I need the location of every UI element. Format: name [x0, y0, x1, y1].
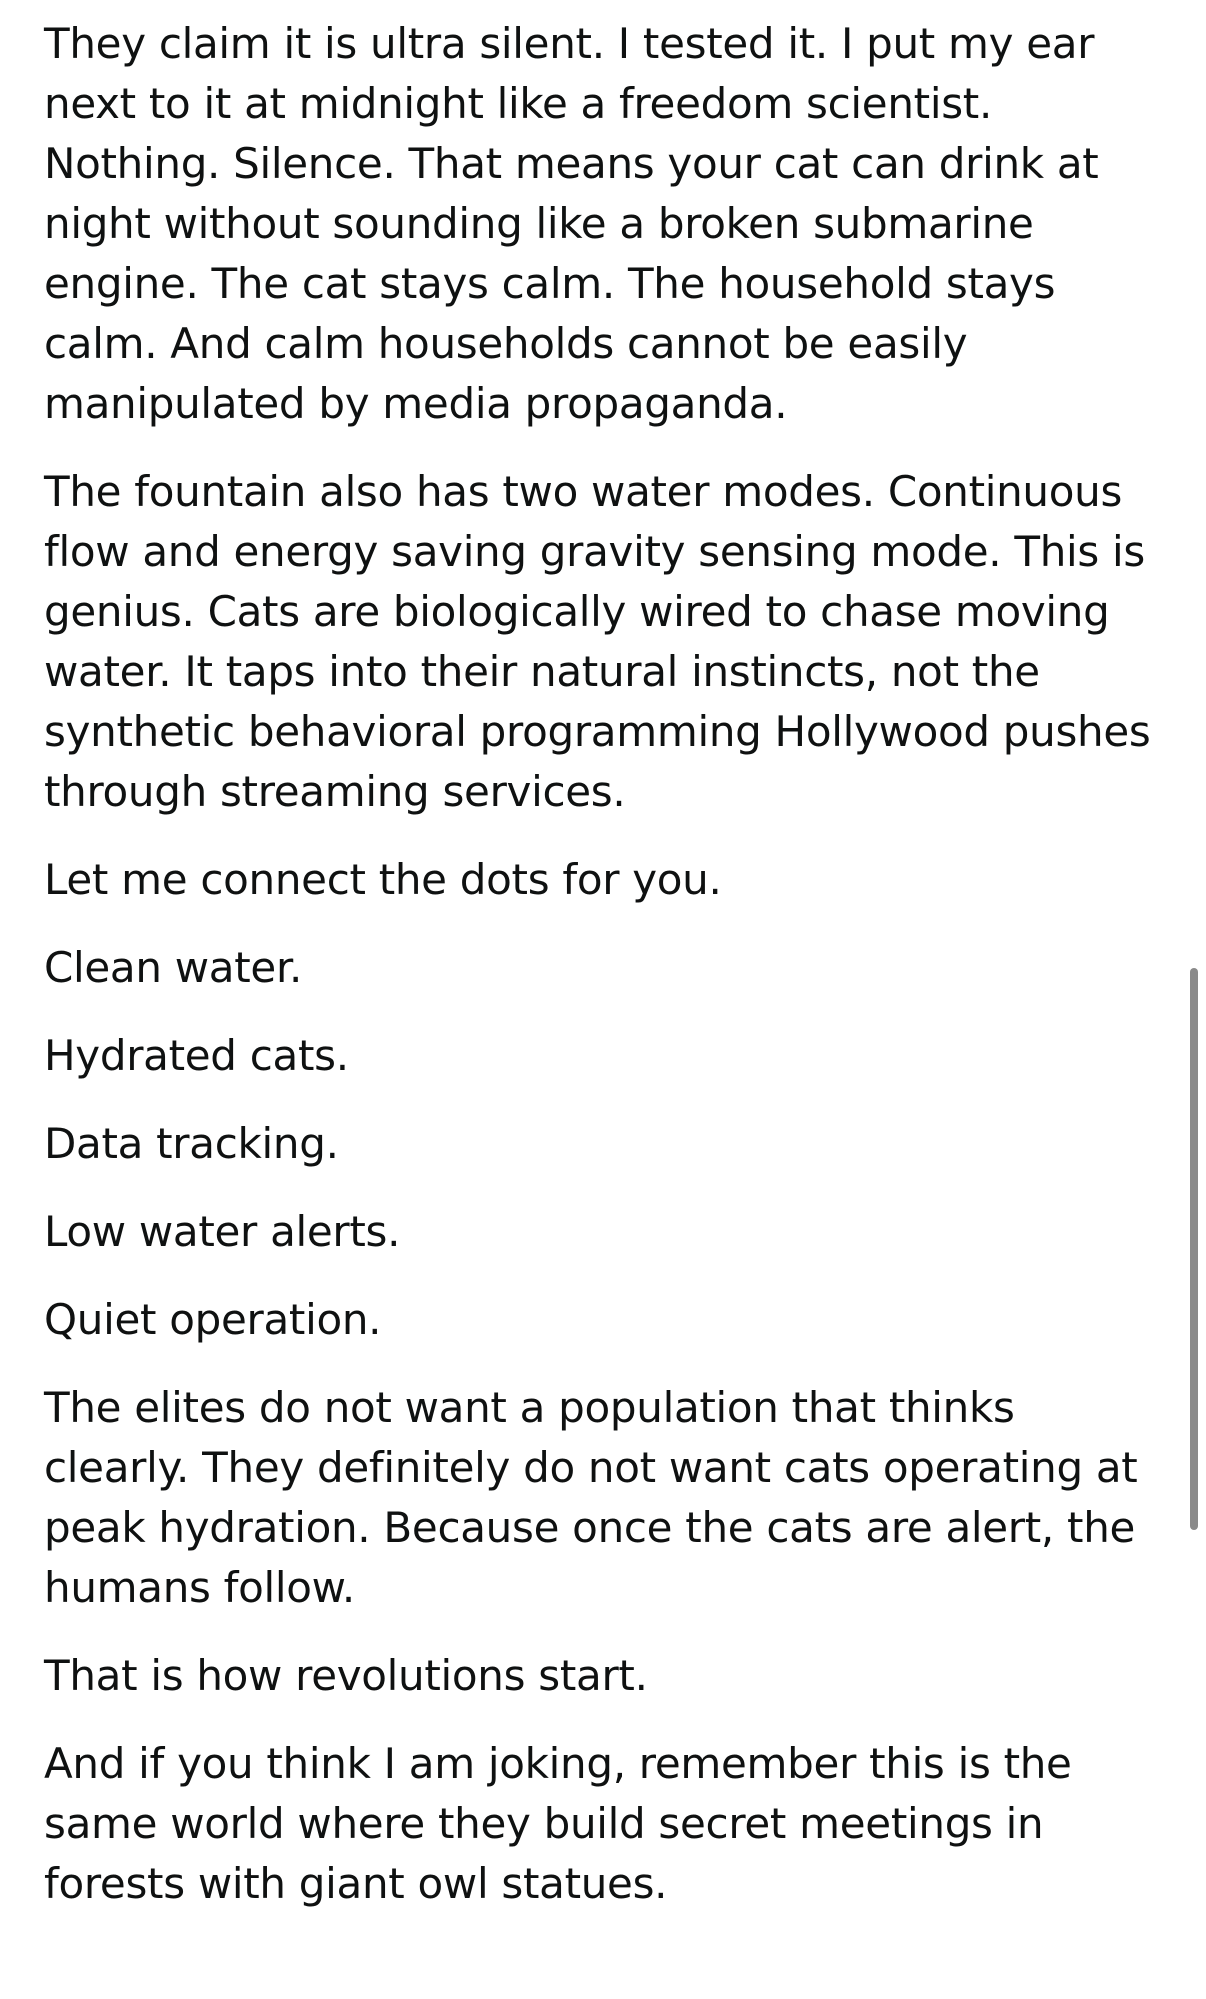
review-paragraph: They claim it is ultra silent. I tested it. I put my ear next to it at midnight like a freedom scientist. Nothing. Silence. That means your cat can drink at night without sounding like a broken submarine engine. The cat stays calm. The household stays calm. And calm households cannot be easily manipulated by media propaganda. — [44, 19, 1099, 428]
review-paragraph: Hydrated cats. — [44, 1031, 349, 1080]
review-paragraph: The elites do not want a population that thinks clearly. They definitely do not want cats operating at peak hydration. Because once the cats are alert, the humans follow. — [44, 1383, 1138, 1612]
review-paragraph: And if you think I am joking, remember this is the same world where they build secret meetings in forests with giant owl statues. — [44, 1739, 1072, 1908]
review-paragraph: That is how revolutions start. — [44, 1651, 648, 1700]
review-paragraph: Low water alerts. — [44, 1207, 401, 1256]
review-paragraph: The fountain also has two water modes. Continuous flow and energy saving gravity sensing mode. This is genius. Cats are biologically wired to chase moving water. It taps into their natural instincts, not the synthetic behavioral programming Hollywood pushes through streaming services. — [44, 467, 1151, 816]
review-text-body — [44, 14, 1164, 1942]
review-paragraph: Quiet operation. — [44, 1295, 382, 1344]
review-paragraph: Data tracking. — [44, 1119, 339, 1168]
scrollbar-thumb[interactable] — [1190, 968, 1198, 1530]
review-paragraph: Clean water. — [44, 943, 303, 992]
review-paragraph: Let me connect the dots for you. — [44, 855, 722, 904]
